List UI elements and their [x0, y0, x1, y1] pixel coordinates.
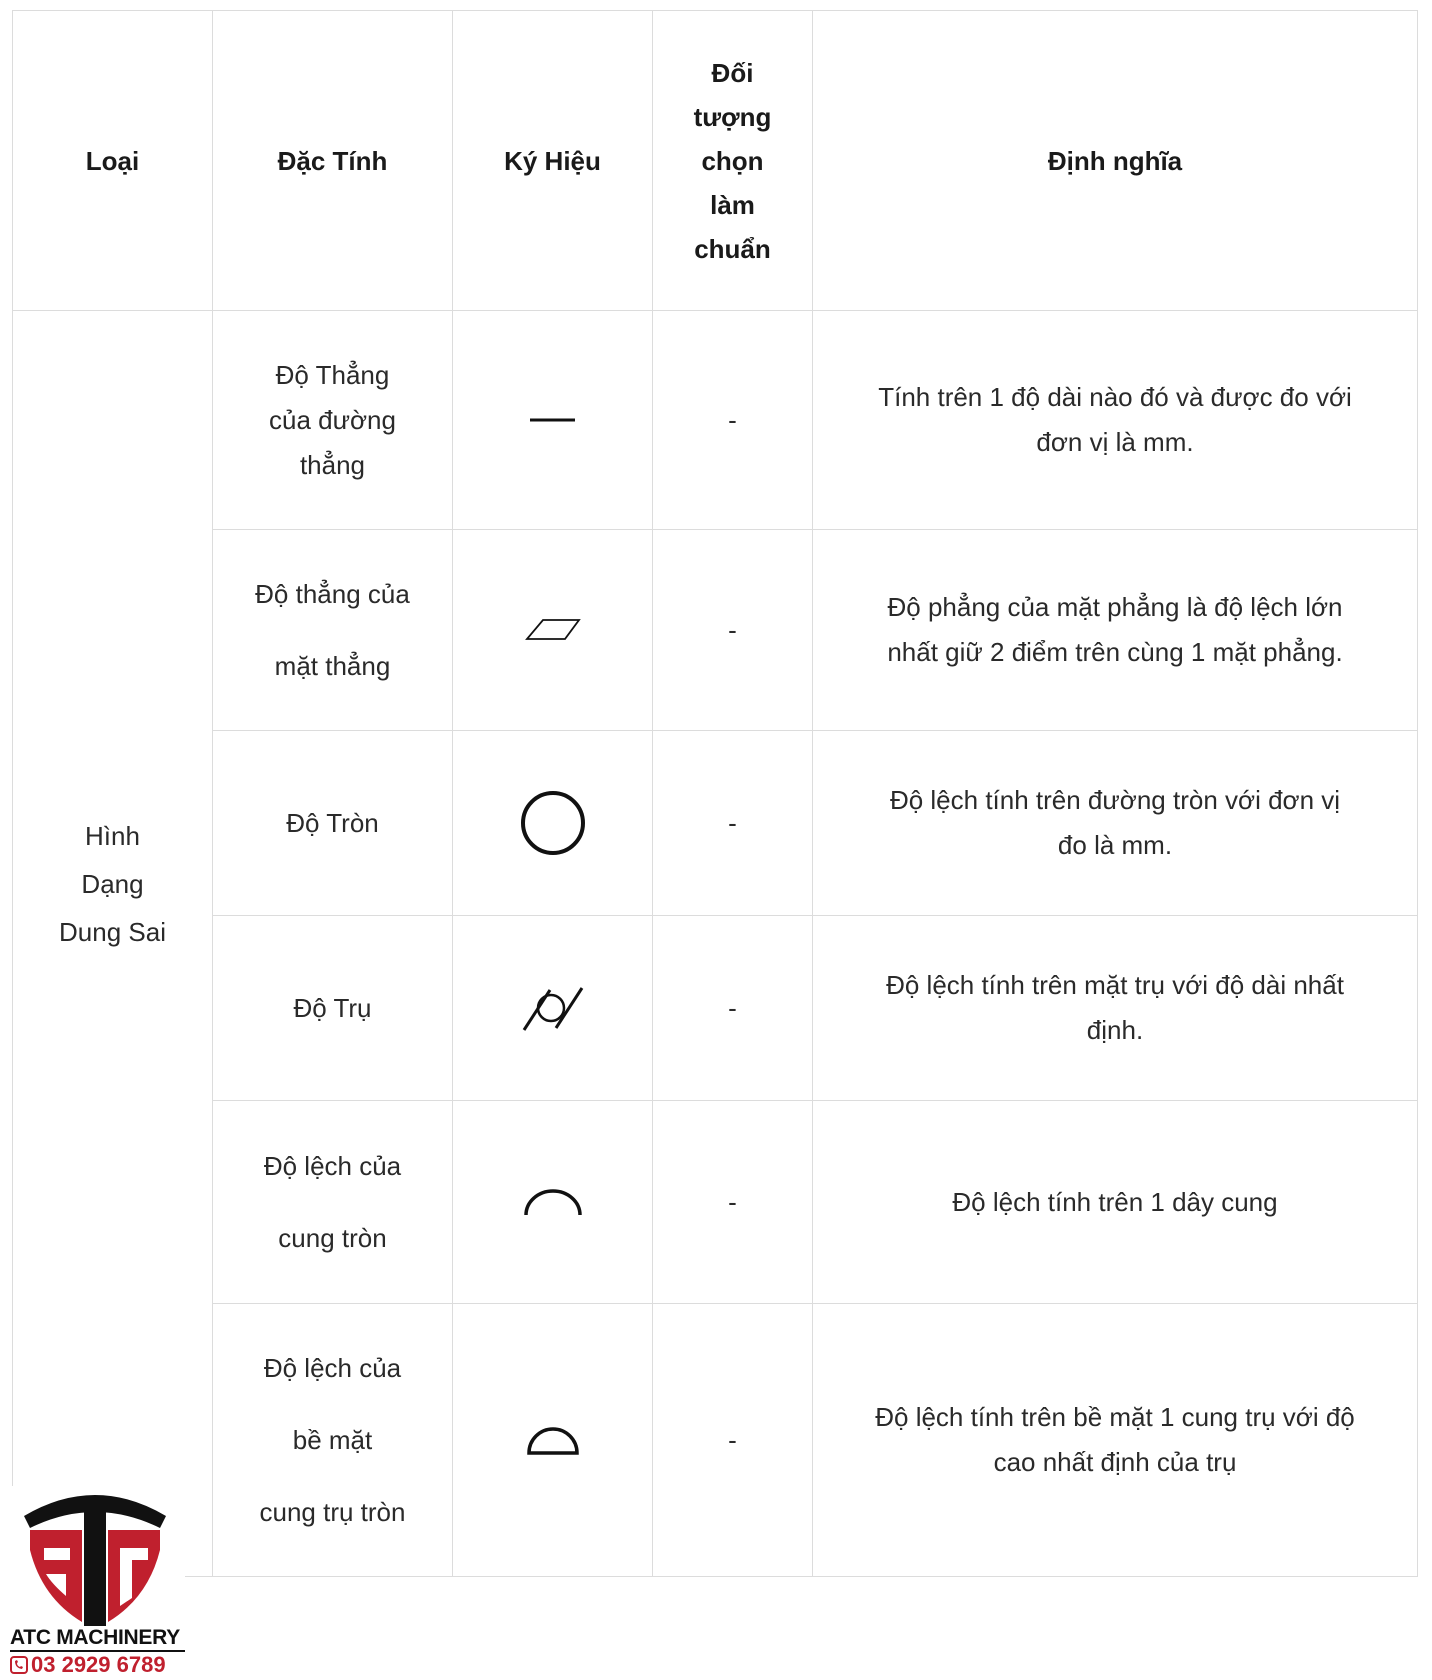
table-row [13, 731, 1418, 916]
symbol-cell [453, 1304, 653, 1577]
table-row [13, 311, 1418, 530]
symbol-cell [453, 916, 653, 1101]
brand-name: ATC MACHINERY [10, 1626, 185, 1652]
datum-cell: - [653, 1101, 813, 1304]
datum-cell: - [653, 731, 813, 916]
dac-tinh-cell: Độ Thẳng của đường thẳng [213, 311, 453, 530]
profile-of-line-icon [521, 1185, 585, 1219]
definition-cell: Độ lệch tính trên đường tròn với đơn vị đo là mm. [813, 731, 1418, 916]
header-loai: Loại [13, 11, 213, 311]
cylindricity-icon [518, 982, 588, 1034]
dac-tinh-cell: Độ thẳng của mặt thẳng [213, 530, 453, 731]
group-label-cell: Hình Dạng Dung Sai [13, 311, 213, 1577]
definition-cell: Độ lệch tính trên bề mặt 1 cung trụ với độ cao nhất định của trụ [813, 1304, 1418, 1577]
table-row [13, 1304, 1418, 1577]
tolerance-table [12, 10, 1418, 1577]
phone-icon [10, 1656, 28, 1674]
datum-cell: - [653, 530, 813, 731]
symbol-cell [453, 311, 653, 530]
dac-tinh-cell: Độ Tròn [213, 731, 453, 916]
definition-cell: Tính trên 1 độ dài nào đó và được đo với đơn vị là mm. [813, 311, 1418, 530]
datum-cell: - [653, 916, 813, 1101]
circularity-icon [518, 788, 588, 858]
straightness-icon [523, 410, 583, 430]
dac-tinh-cell: Độ Trụ [213, 916, 453, 1101]
dac-tinh-cell: Độ lệch của cung tròn [213, 1101, 453, 1304]
header-ky-hieu: Ký Hiệu [453, 11, 653, 311]
symbol-cell [453, 530, 653, 731]
phone-number: 03 2929 6789 [10, 1652, 190, 1678]
definition-cell: Độ lệch tính trên 1 dây cung [813, 1101, 1418, 1304]
definition-cell: Độ phẳng của mặt phẳng là độ lệch lớn nhất giữ 2 điểm trên cùng 1 mặt phẳng. [813, 530, 1418, 731]
atc-shield-logo-icon [20, 1486, 170, 1626]
definition-cell: Độ lệch tính trên mặt trụ với độ dài nhất định. [813, 916, 1418, 1101]
profile-of-surface-icon [525, 1423, 581, 1457]
table-row [13, 530, 1418, 731]
header-dac-tinh: Đặc Tính [213, 11, 453, 311]
symbol-cell [453, 731, 653, 916]
header-row [13, 11, 1418, 311]
atc-machinery-watermark [10, 1486, 185, 1678]
symbol-cell [453, 1101, 653, 1304]
table-row [13, 916, 1418, 1101]
header-doi-tuong: Đối tượng chọn làm chuẩn [653, 11, 813, 311]
table-row [13, 1101, 1418, 1304]
header-dinh-nghia: Định nghĩa [813, 11, 1418, 311]
flatness-icon [523, 617, 583, 643]
datum-cell: - [653, 1304, 813, 1577]
dac-tinh-cell: Độ lệch của bề mặt cung trụ tròn [213, 1304, 453, 1577]
datum-cell: - [653, 311, 813, 530]
